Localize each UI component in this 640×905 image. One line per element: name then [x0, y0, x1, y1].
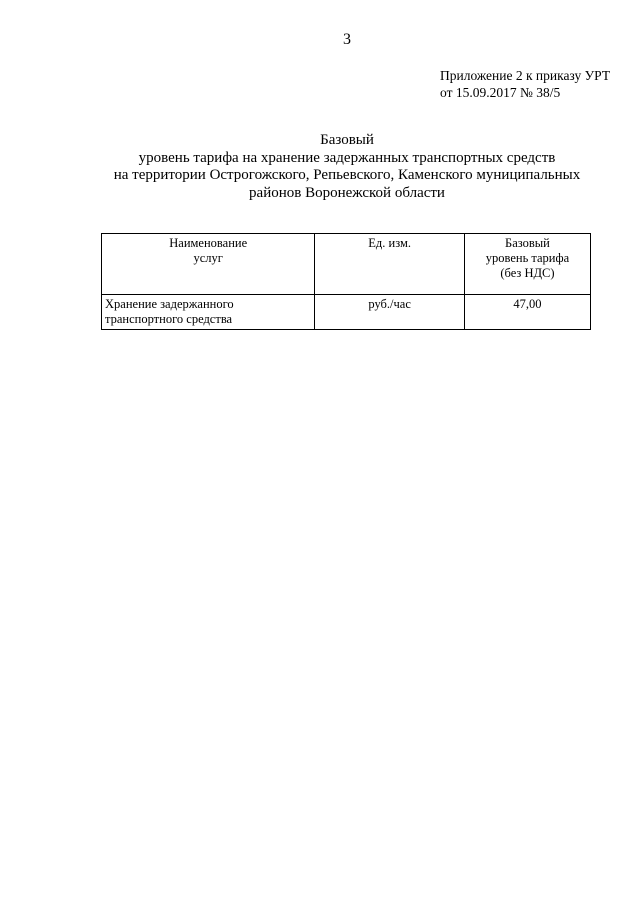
header-tariff-text: Базовый уровень тарифа (без НДС) — [485, 236, 570, 280]
appendix-reference — [440, 67, 610, 101]
title-line-3: на территории Острогожского, Репьевского, Каменского муниципальных — [113, 167, 581, 183]
row-service-name-text: Хранение задержанного транспортного средства — [105, 297, 234, 326]
header-service-name-text: Наименование услуг — [169, 236, 248, 265]
row-unit-text: руб./час — [368, 297, 411, 311]
row-unit — [315, 295, 465, 330]
header-tariff — [464, 234, 590, 295]
tariff-table — [101, 233, 591, 330]
appendix-line-2: от 15.09.2017 № 38/5 — [440, 85, 561, 100]
appendix-line-1: Приложение 2 к приказу УРТ — [440, 68, 611, 83]
header-unit-text: Ед. изм. — [368, 236, 412, 250]
page-number: 3 — [343, 31, 351, 48]
document-title — [0, 132, 640, 202]
title-line-4: районов Воронежской области — [249, 184, 445, 201]
row-service-name — [102, 295, 315, 330]
table-row — [102, 295, 591, 330]
header-unit — [315, 234, 465, 295]
row-tariff-value — [464, 295, 590, 330]
header-service-name — [102, 234, 315, 295]
title-line-2: уровень тарифа на хранение задержанных транспортных средств — [138, 149, 556, 166]
table-header-row — [102, 234, 591, 295]
title-line-1: Базовый — [320, 132, 374, 148]
row-tariff-value-text: 47,00 — [513, 297, 542, 311]
